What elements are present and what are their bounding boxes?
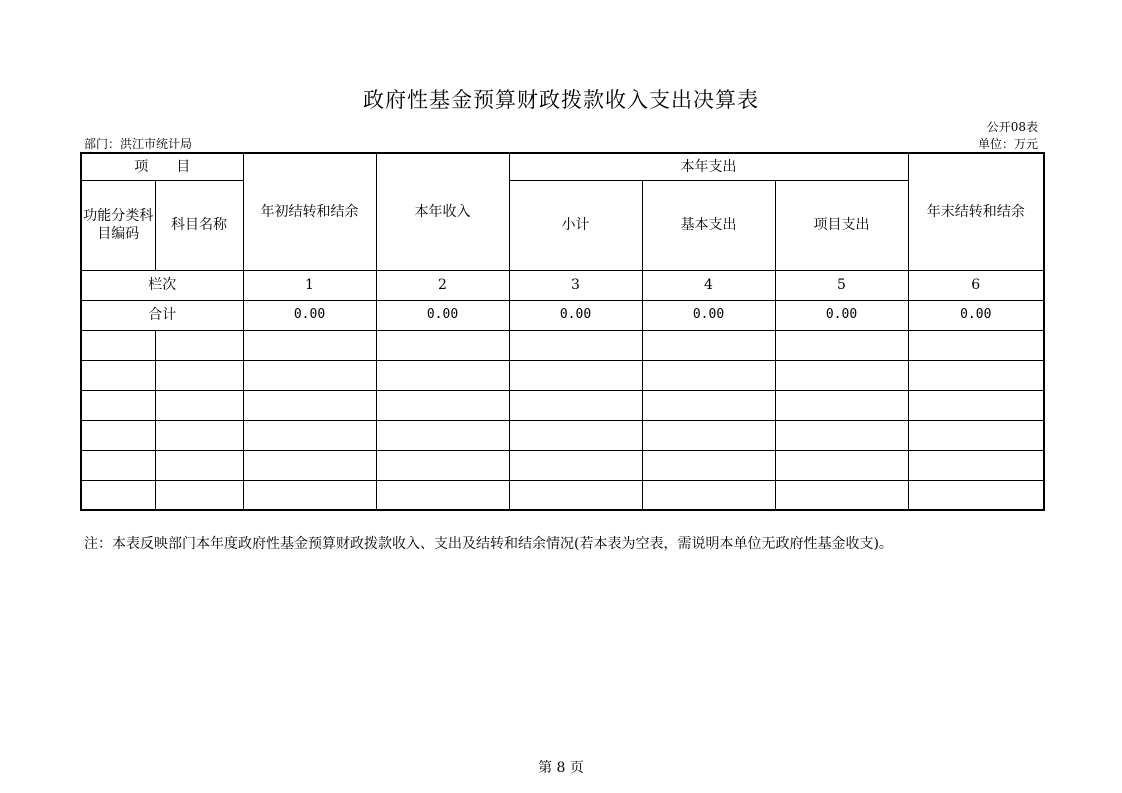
empty-cell: [376, 360, 509, 390]
total-value: 0.00: [376, 300, 509, 330]
header-basic-expense: 基本支出: [642, 180, 775, 270]
empty-cell: [243, 480, 376, 510]
empty-cell: [908, 330, 1044, 360]
empty-cell: [155, 330, 243, 360]
table-row: [81, 390, 1044, 420]
total-row: [81, 300, 1044, 330]
column-index-cell: 2: [376, 270, 509, 300]
budget-table: [80, 152, 1045, 511]
department-label: 部门：洪江市统计局: [84, 137, 193, 151]
empty-cell: [642, 390, 775, 420]
total-label: 合计: [81, 300, 243, 330]
empty-cell: [775, 390, 908, 420]
empty-cell: [155, 420, 243, 450]
total-value: 0.00: [243, 300, 376, 330]
empty-cell: [908, 450, 1044, 480]
empty-cell: [155, 480, 243, 510]
empty-cell: [81, 480, 155, 510]
total-value: 0.00: [775, 300, 908, 330]
empty-cell: [155, 390, 243, 420]
empty-cell: [775, 450, 908, 480]
empty-cell: [642, 360, 775, 390]
column-index-label: 栏次: [81, 270, 243, 300]
empty-cell: [642, 420, 775, 450]
header-current-income: 本年收入: [376, 153, 509, 270]
empty-cell: [81, 330, 155, 360]
empty-cell: [155, 450, 243, 480]
empty-cell: [775, 360, 908, 390]
empty-cell: [376, 480, 509, 510]
page-title: 政府性基金预算财政拨款收入支出决算表: [363, 88, 759, 112]
empty-cell: [243, 450, 376, 480]
empty-cell: [908, 360, 1044, 390]
empty-cell: [376, 420, 509, 450]
column-index-row: [81, 270, 1044, 300]
empty-cell: [81, 450, 155, 480]
table-row: [81, 450, 1044, 480]
empty-cell: [509, 330, 642, 360]
header-opening-balance: 年初结转和结余: [243, 153, 376, 270]
empty-cell: [775, 480, 908, 510]
empty-cell: [376, 330, 509, 360]
header-row-1: [81, 153, 1044, 180]
empty-cell: [908, 480, 1044, 510]
empty-cell: [243, 330, 376, 360]
form-code: 公开08表: [986, 120, 1038, 134]
empty-cell: [376, 450, 509, 480]
header-closing-balance: 年末结转和结余: [908, 153, 1044, 270]
empty-cell: [81, 420, 155, 450]
column-index-cell: 3: [509, 270, 642, 300]
empty-cell: [509, 480, 642, 510]
empty-cell: [908, 390, 1044, 420]
empty-cell: [81, 360, 155, 390]
column-index-cell: 6: [908, 270, 1044, 300]
page-number: 第 8 页: [538, 760, 584, 776]
header-func-code: 功能分类科目编码: [81, 180, 155, 270]
column-index-cell: 4: [642, 270, 775, 300]
header-subtotal: 小计: [509, 180, 642, 270]
header-subject-name: 科目名称: [155, 180, 243, 270]
empty-cell: [155, 360, 243, 390]
table-row: [81, 330, 1044, 360]
total-value: 0.00: [509, 300, 642, 330]
column-index-cell: 1: [243, 270, 376, 300]
empty-cell: [509, 420, 642, 450]
empty-cell: [775, 420, 908, 450]
header-item: 项 目: [81, 153, 243, 180]
total-value: 0.00: [908, 300, 1044, 330]
empty-cell: [243, 420, 376, 450]
empty-cell: [642, 330, 775, 360]
empty-cell: [376, 390, 509, 420]
header-project-expense: 项目支出: [775, 180, 908, 270]
empty-cell: [642, 450, 775, 480]
header-row-2: [81, 180, 1044, 270]
header-current-expense: 本年支出: [509, 153, 908, 180]
total-value: 0.00: [642, 300, 775, 330]
table-row: [81, 420, 1044, 450]
table-note: 注：本表反映部门本年度政府性基金预算财政拨款收入、支出及结转和结余情况(若本表为空表，需说明本单位无政府性基金收支)。: [84, 536, 893, 552]
table-row: [81, 480, 1044, 510]
empty-cell: [642, 480, 775, 510]
empty-cell: [908, 420, 1044, 450]
empty-cell: [243, 360, 376, 390]
empty-cell: [509, 450, 642, 480]
column-index-cell: 5: [775, 270, 908, 300]
table-row: [81, 360, 1044, 390]
empty-cell: [775, 330, 908, 360]
empty-cell: [243, 390, 376, 420]
empty-cell: [509, 360, 642, 390]
empty-cell: [81, 390, 155, 420]
empty-cell: [509, 390, 642, 420]
unit-label: 单位：万元: [977, 137, 1038, 151]
